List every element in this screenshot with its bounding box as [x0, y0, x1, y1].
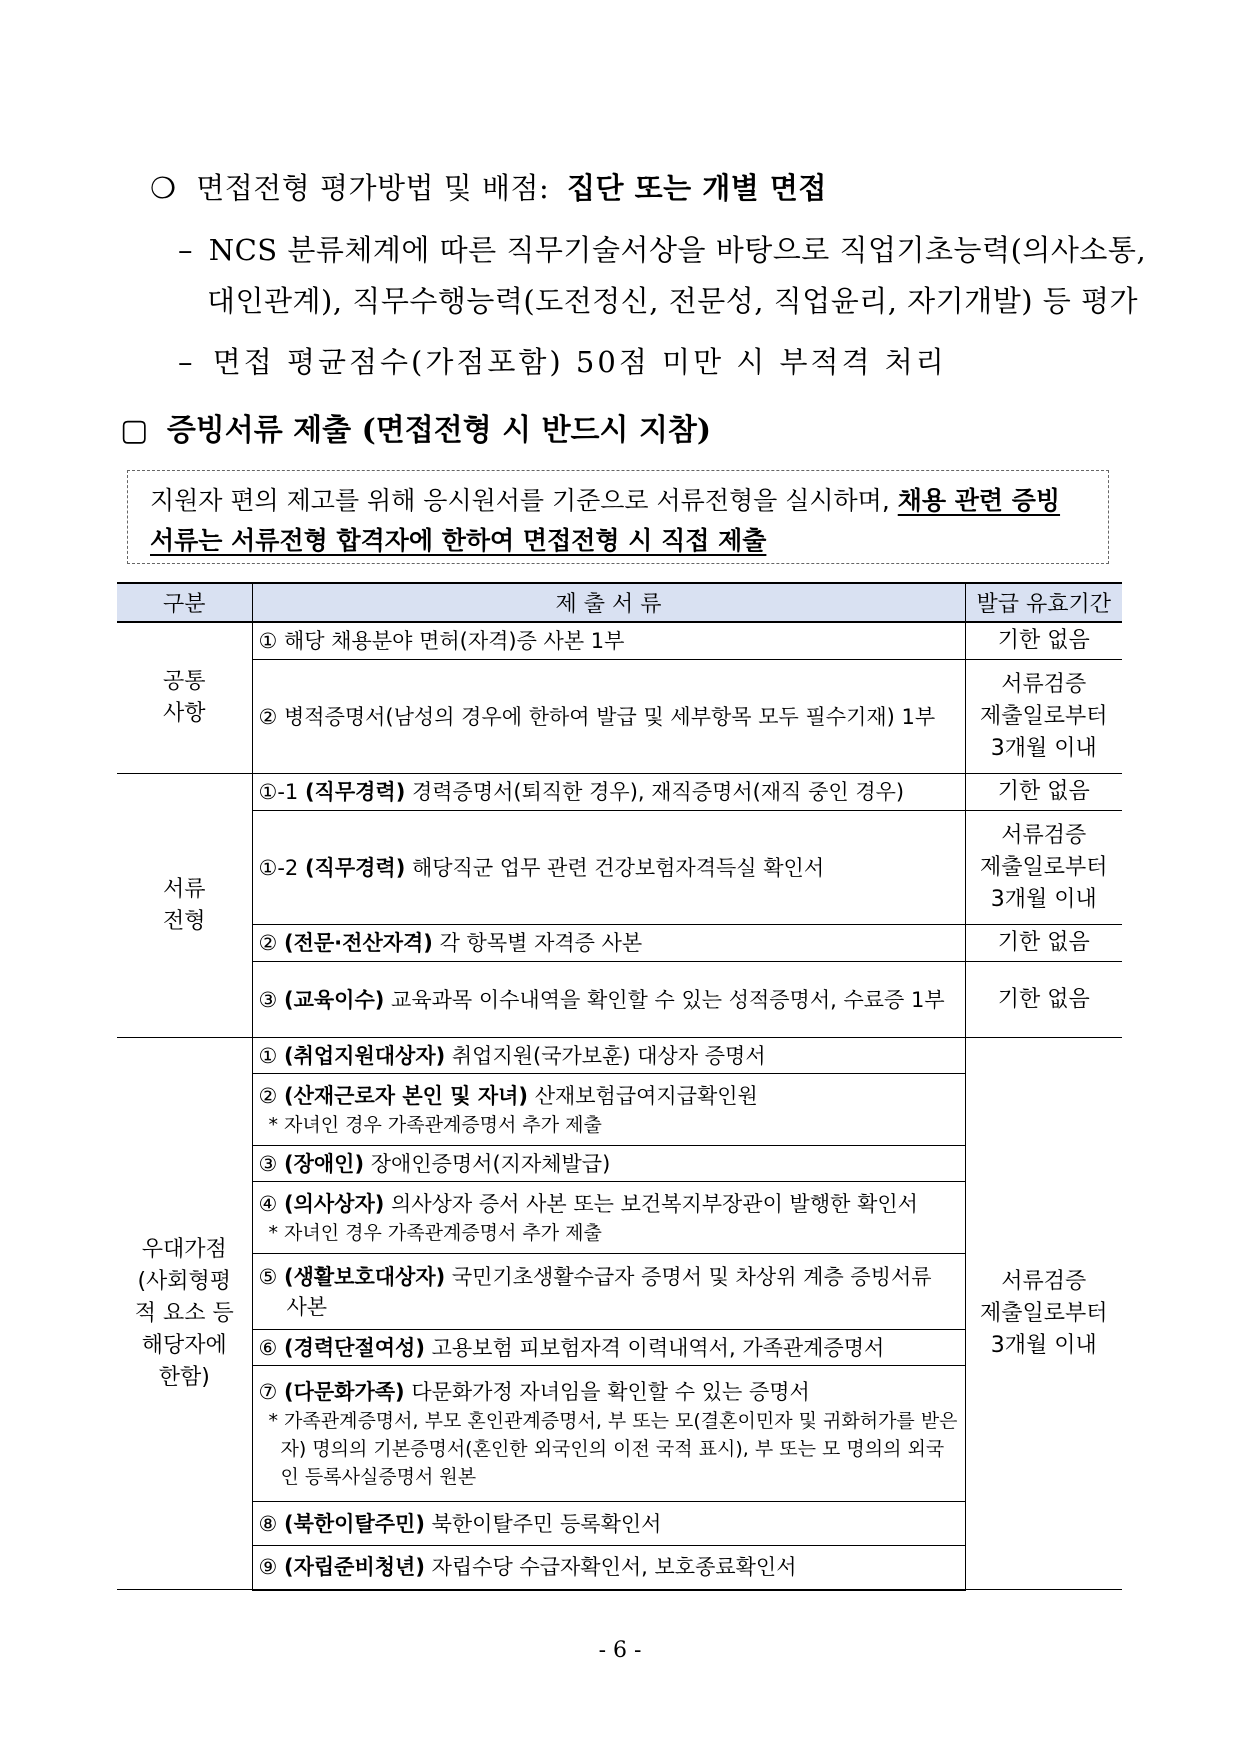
- table-row: [117, 811, 1122, 925]
- dash-bullet-icon: –: [178, 345, 193, 379]
- doc-item: ① (취업지원대상자) 취업지원(국가보훈) 대상자 증명서: [252, 1038, 965, 1074]
- circle-bullet-icon: ❍: [150, 171, 177, 205]
- doc-item: ⑧ (북한이탈주민) 북한이탈주민 등록확인서: [252, 1502, 965, 1546]
- interview-method-heading: [150, 166, 827, 207]
- notice-line-1: 지원자 편의 제고를 위해 응시원서를 기준으로 서류전형을 실시하며, 채용 관련 증빙: [150, 486, 1061, 515]
- dash-bullet-icon: –: [178, 233, 193, 267]
- category-screening: 서류 전형: [117, 774, 252, 1038]
- header-documents: 제 출 서 류: [252, 583, 965, 622]
- ncs-evaluation-line: [178, 228, 1146, 269]
- documents-table: [117, 582, 1122, 1591]
- validity: 기한 없음: [965, 774, 1122, 811]
- validity: 서류검증 제출일로부터 3개월 이내: [965, 1038, 1122, 1590]
- validity: 서류검증 제출일로부터 3개월 이내: [965, 660, 1122, 774]
- doc-item: ⑦ (다문화가족) 다문화가정 자녀임을 확인할 수 있는 증명서 * 가족관계증명서, 부모 혼인관계증명서, 부 또는 모(결혼이민자 및 귀화허가를 받은 자) 명의의 기본증명서(혼인한 외국인의 이전 국적 표시), 부 또는 모 명의의 외국인 등록사실증명서 원본: [252, 1366, 965, 1502]
- heading-plain-text: 면접전형 평가방법 및 배점:: [196, 171, 550, 205]
- doc-item: ④ (의사상자) 의사상자 증서 사본 또는 보건복지부장관이 발행한 확인서 * 자녀인 경우 가족관계증명서 추가 제출: [252, 1182, 965, 1254]
- doc-item: ⑨ (자립준비청년) 자립수당 수급자확인서, 보호종료확인서: [252, 1546, 965, 1590]
- doc-item: ② (산재근로자 본인 및 자녀) 산재보험급여지급확인원 * 자녀인 경우 가족관계증명서 추가 제출: [252, 1074, 965, 1146]
- category-common: 공통 사항: [117, 622, 252, 774]
- notice-line-2: 서류는 서류전형 합격자에 한하여 면접전형 시 직접 제출: [150, 526, 767, 555]
- ncs-line-text: NCS 분류체계에 따른 직무기술서상을 바탕으로 직업기초능력(의사소통,: [208, 233, 1147, 267]
- doc-item: ⑥ (경력단절여성) 고용보험 피보험자격 이력내역서, 가족관계증명서: [252, 1330, 965, 1366]
- validity: 기한 없음: [965, 962, 1122, 1038]
- header-category: 구분: [117, 583, 252, 622]
- table-header-row: [117, 583, 1122, 622]
- doc-note: * 자녀인 경우 가족관계증명서 추가 제출: [268, 1221, 602, 1244]
- doc-item: ①-2 (직무경력) 해당직군 업무 관련 건강보험자격득실 확인서: [252, 811, 965, 925]
- heading-bold-text: 집단 또는 개별 면접: [567, 171, 827, 205]
- validity: 서류검증 제출일로부터 3개월 이내: [965, 811, 1122, 925]
- notice-box: [127, 470, 1109, 564]
- doc-item: ③ (교육이수) 교육과목 이수내역을 확인할 수 있는 성적증명서, 수료증 1부: [252, 962, 965, 1038]
- validity: 기한 없음: [965, 925, 1122, 962]
- doc-note: * 자녀인 경우 가족관계증명서 추가 제출: [268, 1113, 602, 1136]
- header-validity: 발급 유효기간: [965, 583, 1122, 622]
- doc-item: ⑤ (생활보호대상자) 국민기초생활수급자 증명서 및 차상위 계층 증빙서류 사본: [252, 1254, 965, 1330]
- doc-item: ② (전문·전산자격) 각 항목별 자격증 사본: [252, 925, 965, 962]
- table-row: [117, 1038, 1122, 1074]
- table-row: [117, 622, 1122, 660]
- doc-note: * 가족관계증명서, 부모 혼인관계증명서, 부 또는 모(결혼이민자 및 귀화허가를 받은 자) 명의의 기본증명서(혼인한 외국인의 이전 국적 표시), 부 또는 모 명의의 외국인 등록사실증명서 원본: [268, 1409, 958, 1488]
- cutoff-text: 면접 평균점수(가점포함) 50점 미만 시 부적격 처리: [212, 345, 947, 379]
- table-row: [117, 660, 1122, 774]
- documents-heading: [120, 405, 711, 449]
- page-number: - 6 -: [598, 1638, 642, 1663]
- cutoff-line: [178, 340, 947, 381]
- doc-item: ③ (장애인) 장애인증명서(지자체발급): [252, 1146, 965, 1182]
- documents-title: 증빙서류 제출 (면접전형 시 반드시 지참): [166, 413, 712, 448]
- category-preference: 우대가점 (사회형평 적 요소 등 해당자에 한함): [117, 1038, 252, 1590]
- doc-item: ①-1 (직무경력) 경력증명서(퇴직한 경우), 재직증명서(재직 중인 경우): [252, 774, 965, 811]
- table-row: [117, 962, 1122, 1038]
- doc-item: ① 해당 채용분야 면허(자격)증 사본 1부: [252, 622, 965, 660]
- ncs-evaluation-line-cont: 대인관계), 직무수행능력(도전정신, 전문성, 직업윤리, 자기개발) 등 평가: [207, 284, 1139, 318]
- doc-item: ② 병적증명서(남성의 경우에 한하여 발급 및 세부항목 모두 필수기재) 1부: [252, 660, 965, 774]
- square-bullet-icon: ▢: [120, 413, 149, 448]
- table-row: [117, 925, 1122, 962]
- validity: 기한 없음: [965, 622, 1122, 660]
- table-row: [117, 774, 1122, 811]
